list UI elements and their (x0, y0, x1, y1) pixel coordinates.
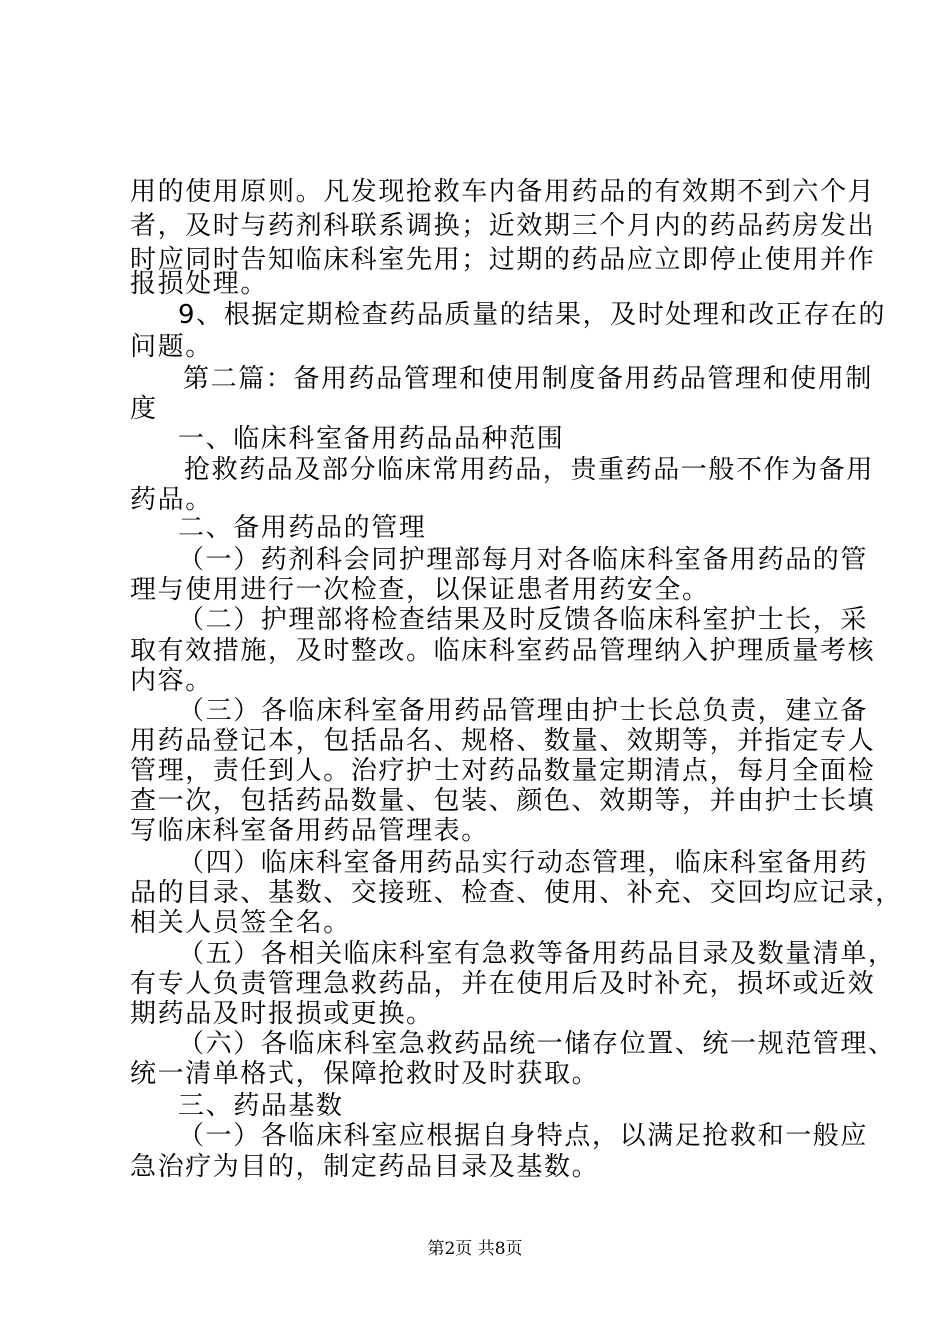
paragraph-line: 者，及时与药剂科联系调换；近效期三个月内的药品药房发出 (130, 211, 876, 241)
paragraph-line: （二）护理部将检查结果及时反馈各临床科室护士长，采 (178, 605, 869, 635)
paragraph-line: （一）药剂科会同护理部每月对各临床科室备用药品的管 (178, 545, 869, 575)
paragraph-line: 管理，责任到人。治疗护士对药品数量定期清点，每月全面检 (130, 756, 876, 786)
paragraph-line: 内容。 (130, 666, 213, 696)
paragraph-line: （三）各临床科室备用药品管理由护士长总负责，建立备 (178, 696, 869, 726)
paragraph-line: 报损处理。 (130, 269, 269, 299)
paragraph-line: （五）各相关临床科室有急救等备用药品目录及数量清单， (178, 939, 896, 969)
paragraph-line: 取有效措施，及时整改。临床科室药品管理纳入护理质量考核 (130, 636, 876, 666)
paragraph-line: 理与使用进行一次检查，以保证患者用药安全。 (130, 575, 710, 605)
page-footer: 第2页 共8页 (427, 1239, 523, 1259)
paragraph-line: 用药品登记本，包括品名、规格、数量、效期等，并指定专人 (130, 726, 876, 756)
section-heading: 度 (130, 394, 158, 424)
paragraph-line: 查一次，包括药品数量、包装、颜色、效期等，并由护士长填 (130, 786, 876, 816)
paragraph-line: 用的使用原则。凡发现抢救车内备用药品的有效期不到六个月 (130, 177, 876, 207)
paragraph-line: 写临床科室备用药品管理表。 (130, 816, 489, 846)
paragraph-line: 9、根据定期检查药品质量的结果，及时处理和改正存在的 (178, 300, 887, 330)
subsection-heading: 三、药品基数 (178, 1091, 344, 1121)
paragraph-line: 品的目录、基数、交接班、检查、使用、补充、交回均应记录， (130, 878, 903, 908)
paragraph-line: （一）各临床科室应根据自身特点，以满足抢救和一般应 (178, 1121, 869, 1151)
paragraph-line: 时应同时告知临床科室先用；过期的药品应立即停止使用并作 (130, 245, 876, 275)
paragraph-line: 急治疗为目的，制定药品目录及基数。 (130, 1152, 600, 1182)
paragraph-line: 药品。 (130, 485, 213, 515)
paragraph-line: （六）各临床科室急救药品统一储存位置、统一规范管理、 (178, 1029, 896, 1059)
paragraph-line: 相关人员签全名。 (130, 908, 351, 938)
paragraph-line: 抢救药品及部分临床常用药品，贵重药品一般不作为备用 (184, 455, 875, 485)
section-heading: 第二篇：备用药品管理和使用制度备用药品管理和使用制 (183, 364, 874, 394)
paragraph-line: 统一清单格式，保障抢救时及时获取。 (130, 1059, 600, 1089)
paragraph-line: 期药品及时报损或更换。 (130, 999, 434, 1029)
paragraph-line: （四）临床科室备用药品实行动态管理，临床科室备用药 (178, 848, 869, 878)
subsection-heading: 一、临床科室备用药品品种范围 (178, 424, 565, 454)
paragraph-line: 问题。 (130, 332, 213, 362)
paragraph-line: 有专人负责管理急救药品，并在使用后及时补充，损坏或近效 (130, 969, 876, 999)
subsection-heading: 二、备用药品的管理 (178, 513, 427, 543)
